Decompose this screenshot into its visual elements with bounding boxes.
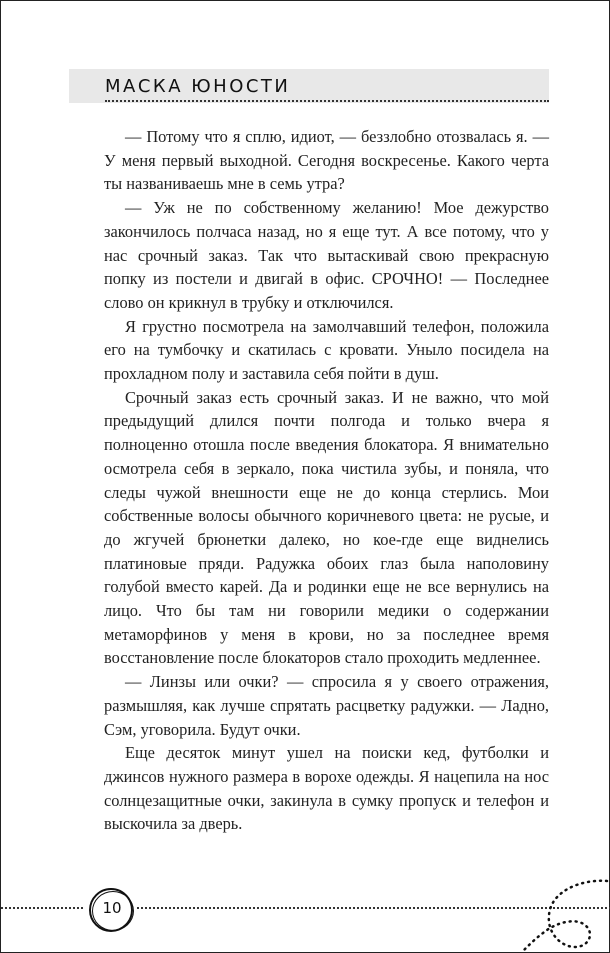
paragraph: Срочный заказ есть срочный заказ. И не важно, что мой предыдущий длился почти полгода и только вчера я полноценно отошла после введения блокатора. Я внимательно осмотрела себя в зеркало, пока чистила зубы, и поняла, что следы чужой внешности еще не до конца стерлись. Мои собственные волосы обычного коричневого цвета: не русые, и до жгучей брюнетки далеко, но кое-где еще виднелись платиновые пряди. Радужка обоих глаз была наполовину голубой вместо карей. Да и родинки еще не все вернулись на лицо. Что бы там ни говорили медики о содержании метаморфинов у меня в крови, но за последнее время восстановление после блокаторов стало проходить медленнее. — [104, 387, 549, 668]
header-dotted-rule — [105, 100, 549, 102]
paragraph: — Потому что я сплю, идиот, — беззлобно отозвалась я. — У меня первый выходной. Сегодня воскресенье. Какого черта ты названиваешь мне в семь утра? — [104, 127, 549, 194]
dotted-swirl-icon — [521, 871, 609, 953]
page-number-badge — [85, 886, 137, 934]
paragraph: — Линзы или очки? — спросила я у своего отражения, размышляя, как лучше спрятать расцветку радужки. — Ладно, Сэм, уговорила. Будут очки. — [104, 672, 549, 739]
running-header — [69, 69, 549, 103]
page-number: 10 — [102, 899, 122, 917]
body-text — [104, 125, 549, 836]
paragraph: Я грустно посмотрела на замолчавший телефон, положила его на тумбочку и скатилась с кровати. Уныло посидела на прохладном полу и заставила себя пойти в душ. — [104, 316, 549, 384]
paragraph: Еще десяток минут ушел на поиски кед, футболки и джинсов нужного размера в ворохе одежды. Я нацепила на нос солнцезащитные очки, закинула в сумку пропуск и телефон и выскочила за дверь. — [104, 743, 549, 834]
paragraph: — Уж не по собственному желанию! Мое дежурство закончилось полчаса назад, но я еще тут. А все потому, что у нас срочный заказ. Так что вытаскивай свою прекрасную попку из постели и двигай в офис. СРОЧНО! — Последнее слово он крикнул в трубку и отключился. — [104, 198, 549, 312]
running-header-title: МАСКА ЮНОСТИ — [105, 76, 291, 97]
